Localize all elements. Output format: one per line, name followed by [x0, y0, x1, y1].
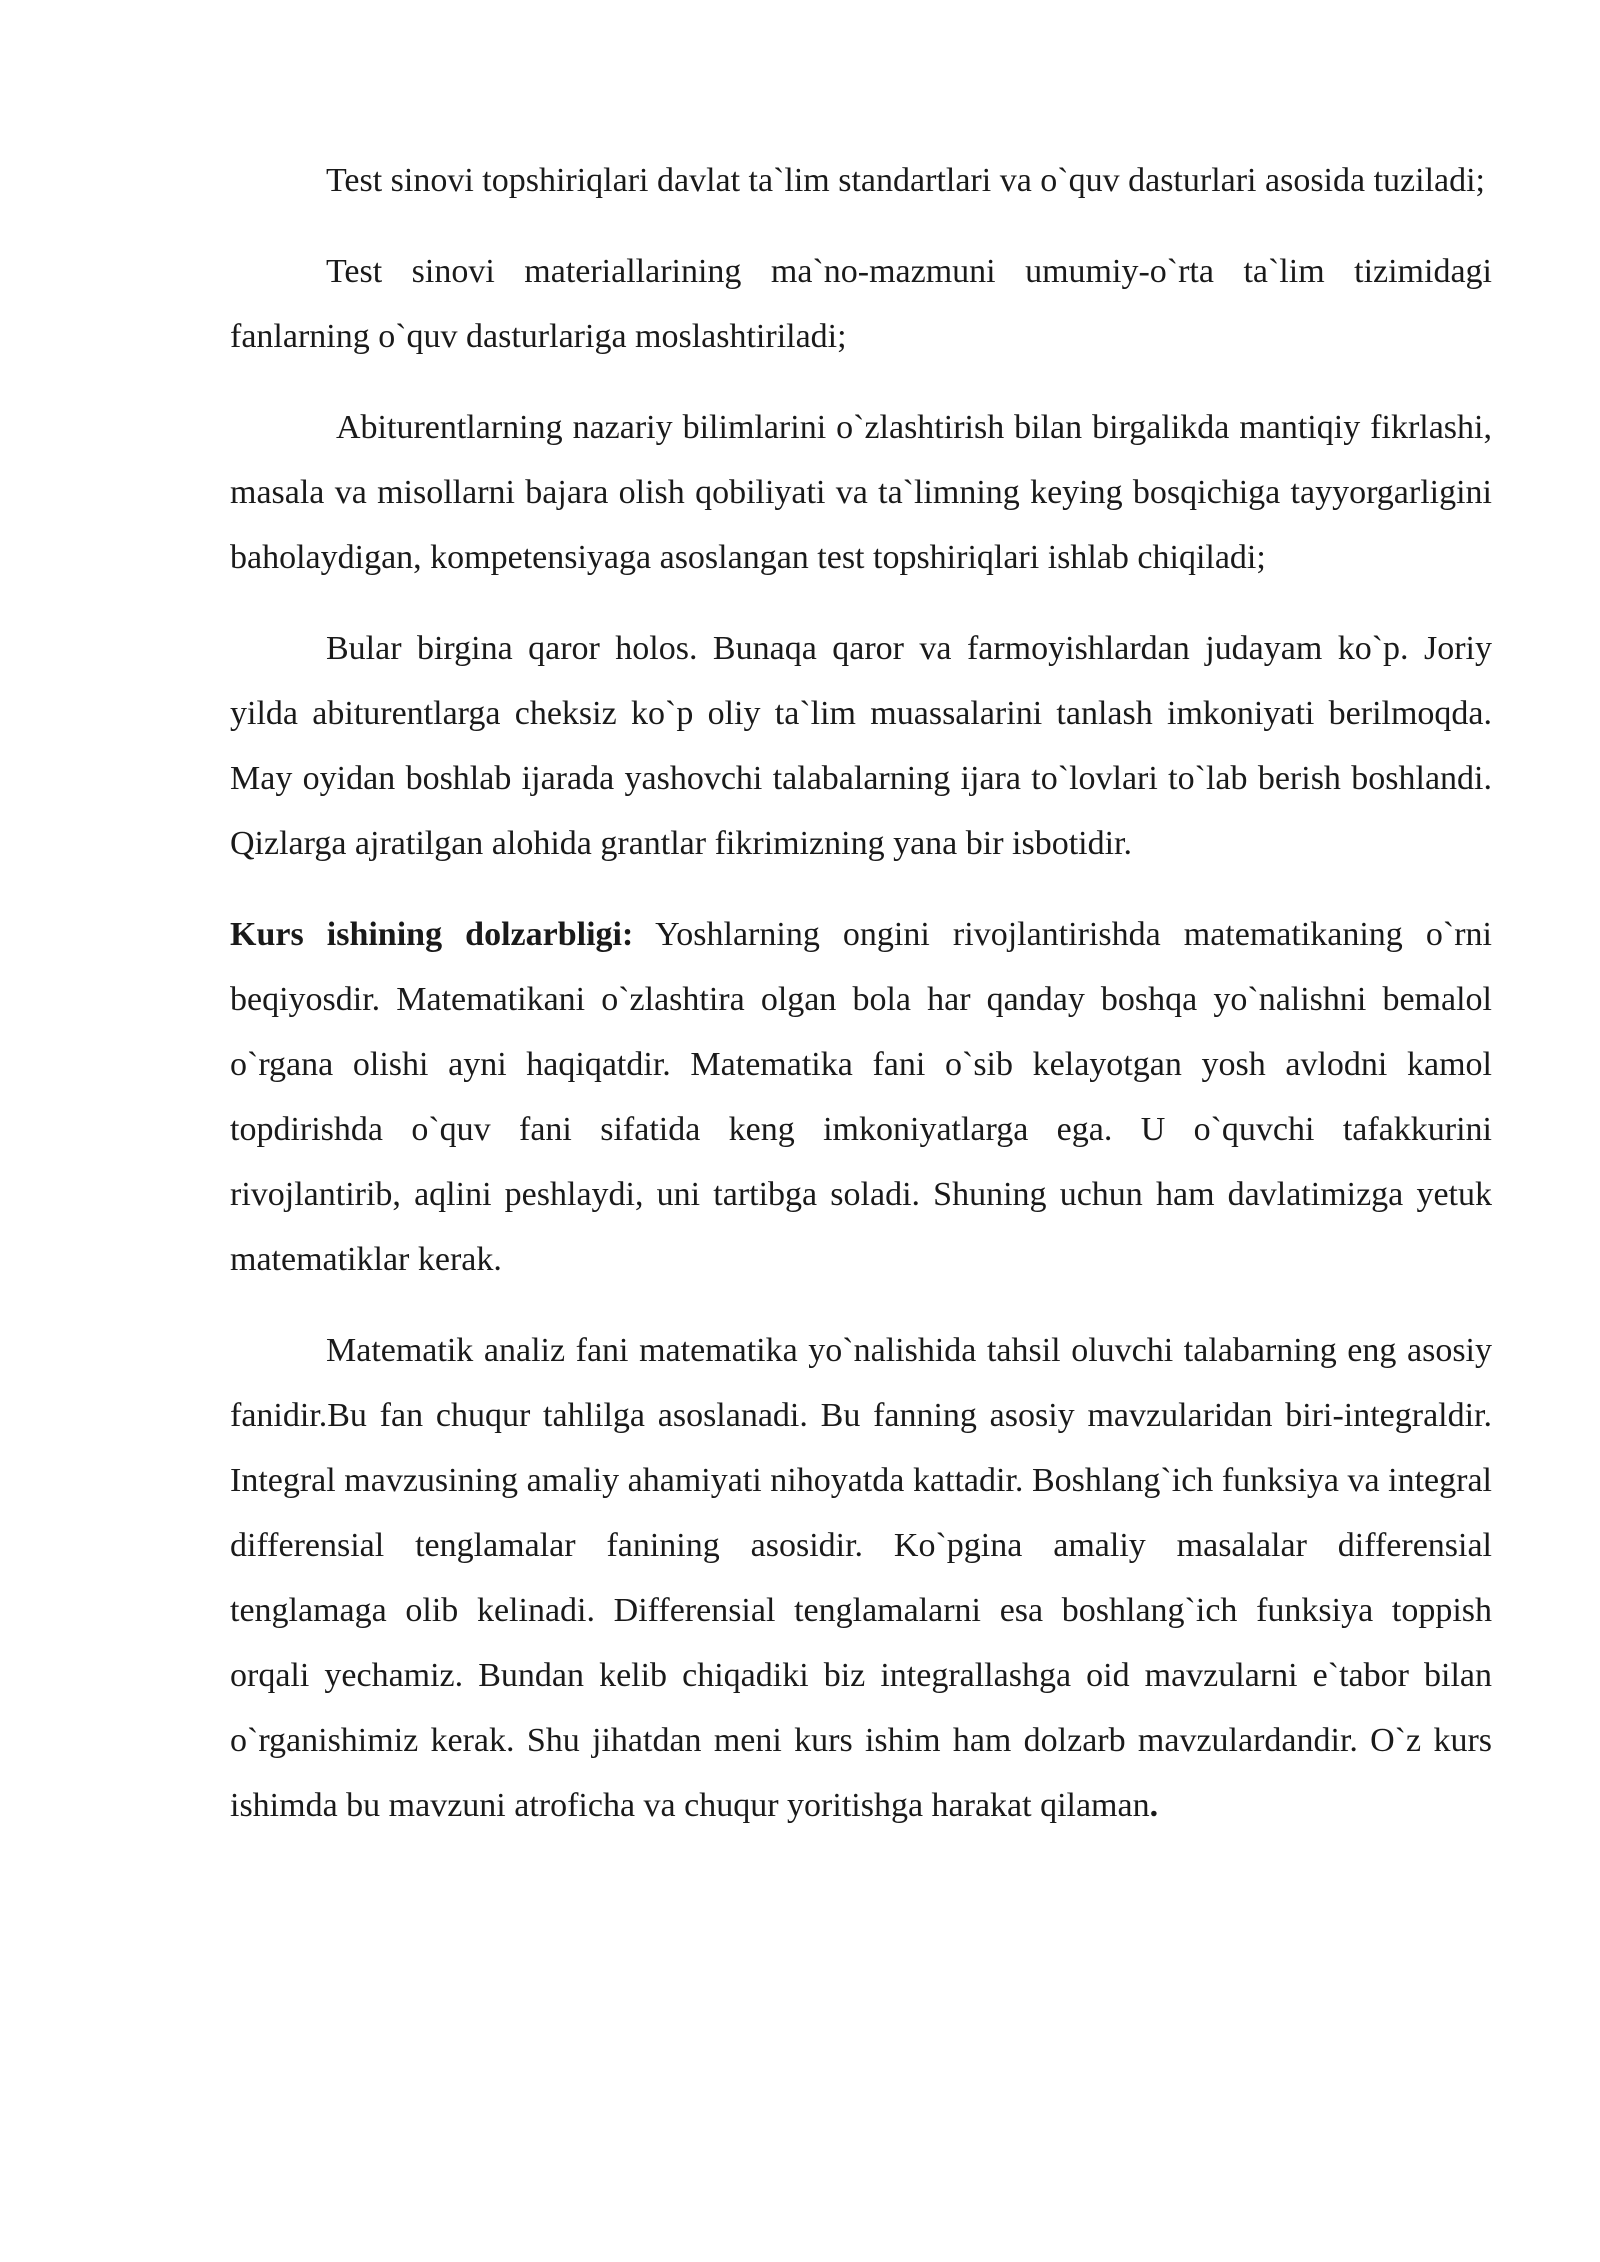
paragraph-math-analysis — [230, 1318, 1492, 1838]
paragraph-relevance — [230, 902, 1492, 1292]
math-analysis-period: . — [1149, 1787, 1159, 1824]
paragraph-decisions: Bular birgina qaror holos. Bunaqa qaror va farmoyishlardan judayam ko`p. Joriy yilda abiturentlarga cheksiz ko`p oliy ta`lim muassalarini tanlash imkoniyati berilmoqda. May oyidan boshlab ijarada yashovchi talabalarning ijara to`lovlari to`lab berish boshlandi. Qizlarga ajratilgan alohida grantlar fikrimizning yana bir isbotidir. — [230, 630, 1492, 862]
paragraph-test-tasks: Test sinovi topshiriqlari davlat ta`lim standartlari va o`quv dasturlari asosida tuziladi; — [326, 162, 1486, 199]
math-analysis-text: Matematik analiz fani matematika yo`nalishida tahsil oluvchi talabarning eng asosiy fanidir.Bu fan chuqur tahlilga asoslanadi. Bu fanning asosiy mavzularidan biri-integraldir. Integral mavzusining amaliy ahamiyati nihoyatda kattadir. Boshlang`ich funksiya va integral differensial tenglamalar fanining asosidir. Ko`pgina amaliy masalalar differensial tenglamaga olib kelinadi. Differensial tenglamalarni esa boshlang`ich funksiya toppish orqali yechamiz. Bundan kelib chiqadiki biz integrallashga oid mavzularni e`tabor bilan o`rganishimiz kerak. Shu jihatdan meni kurs ishim ham dolzarb mavzulardandir. O`z kurs ishimda bu mavzuni atroficha va chuqur yoritishga harakat qilaman — [230, 1332, 1492, 1824]
paragraph-test-materials: Test sinovi materiallarining ma`no-mazmuni umumiy-o`rta ta`lim tizimidagi fanlarning o`quv dasturlariga moslashtiriladi; — [230, 253, 1492, 355]
document-page — [230, 148, 1492, 1864]
relevance-heading: Kurs ishining dolzarbligi: — [230, 916, 634, 953]
paragraph-applicants-knowledge: Abiturentlarning nazariy bilimlarini o`zlashtirish bilan birgalikda mantiqiy fikrlashi, masala va misollarni bajara olish qobiliyati va ta`limning keying bosqichiga tayyorgarligini baholaydigan, kompetensiyaga asoslangan test topshiriqlari ishlab chiqiladi; — [230, 409, 1492, 576]
relevance-text: Yoshlarning ongini rivojlantirishda matematikaning o`rni beqiyosdir. Matematikani o`zlashtira olgan bola har qanday boshqa yo`nalishni bemalol o`rgana olishi ayni haqiqatdir. Matematika fani o`sib kelayotgan yosh avlodni kamol topdirishda o`quv fani sifatida keng imkoniyatlarga ega. U o`quvchi tafakkurini rivojlantirib, aqlini peshlaydi, uni tartibga soladi. Shuning uchun ham davlatimizga yetuk matematiklar kerak. — [230, 916, 1492, 1278]
